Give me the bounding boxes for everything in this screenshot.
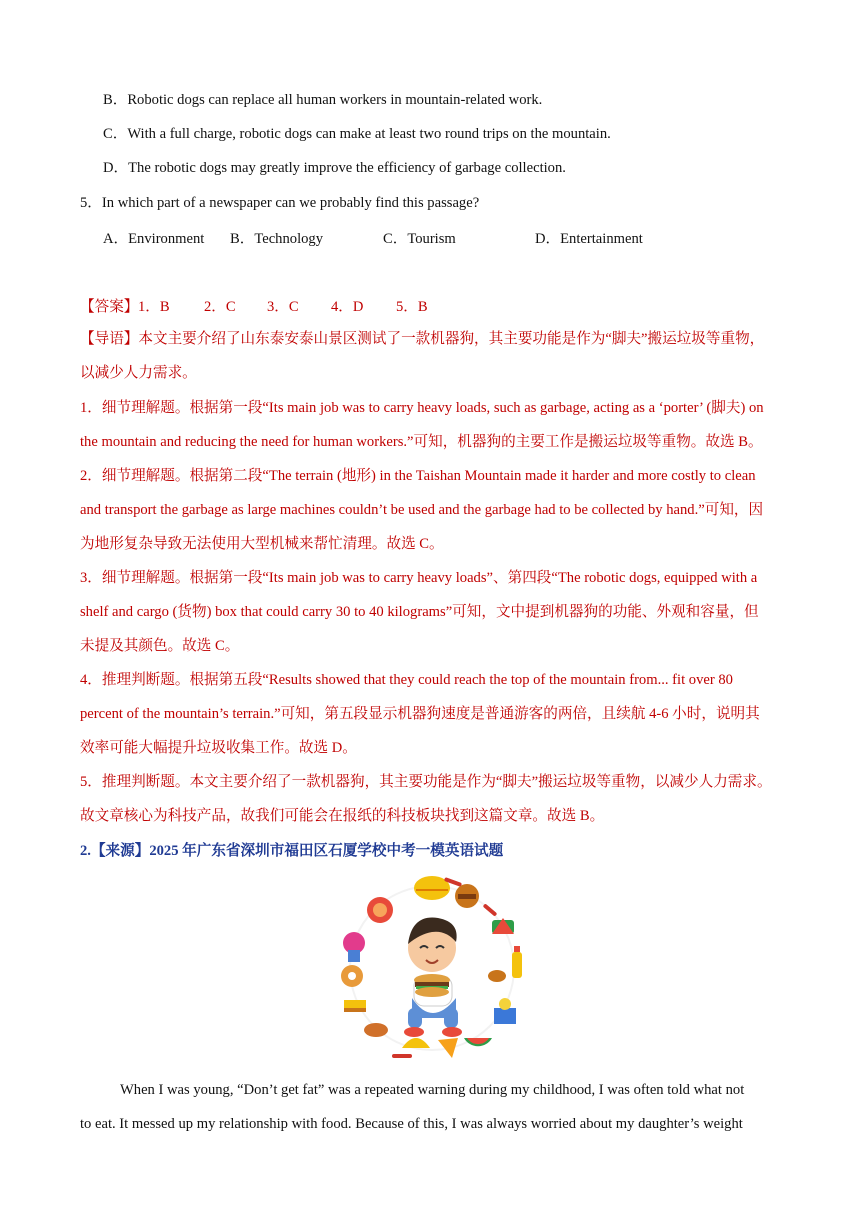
explanation-line: 1．细节理解题。根据第一段“Its main job was to carry heavy loads, such as garbage, acting as a ‘porter’ (脚夫) on <box>80 400 764 416</box>
explanation-line: 5．推理判断题。本文主要介绍了一款机器狗，其主要功能是作为“脚夫”搬运垃圾等重物，以减少人力需求。 <box>80 774 772 790</box>
source-heading: 2.【来源】2025 年广东省深圳市福田区石厦学校中考一模英语试题 <box>80 843 504 859</box>
explanation-line: the mountain and reducing the need for human workers.”可知，机器狗的主要工作是搬运垃圾等重物。故选 B。 <box>80 434 763 450</box>
explanation-line: 2．细节理解题。根据第二段“The terrain (地形) in the Taishan Mountain made it harder and more costly to clean <box>80 468 756 484</box>
q4-option-b: B．Robotic dogs can replace all human workers in mountain-related work. <box>103 92 543 108</box>
boy-eating-food-illustration <box>332 868 532 1068</box>
q4-option-c: C．With a full charge, robotic dogs can make at least two round trips on the mountain. <box>103 126 611 142</box>
answer-item: 3．C <box>267 299 299 315</box>
q5-choice-b: B．Technology <box>230 231 324 247</box>
passage-line: to eat. It messed up my relationship with food. Because of this, I was always worried about my daughter’s weight <box>80 1116 743 1132</box>
explanation-line: 效率可能大幅提升垃圾收集工作。故选 D。 <box>80 740 357 756</box>
q5-choice-a: A．Environment <box>103 231 205 247</box>
q4-option-d: D．The robotic dogs may greatly improve the efficiency of garbage collection. <box>103 160 566 176</box>
q5-choice-d: D．Entertainment <box>535 231 643 247</box>
q5-choice-c: C．Tourism <box>383 231 456 247</box>
guide-line: 以减少人力需求。 <box>80 365 197 381</box>
answer-label: 【答案】 <box>80 299 139 315</box>
explanation-line: percent of the mountain’s terrain.”可知，第五段显示机器狗速度是普通游客的两倍，且续航 4-6 小时，说明其 <box>80 706 760 722</box>
explanation-line: 故文章核心为科技产品，故我们可能会在报纸的科技板块找到这篇文章。故选 B。 <box>80 808 605 824</box>
answer-item: 1．B <box>138 299 170 315</box>
explanation-line: and transport the garbage as large machines couldn’t be used and the garbage had to be collected by hand.”可知，因 <box>80 502 764 518</box>
q5-stem: 5．In which part of a newspaper can we probably find this passage? <box>80 195 480 211</box>
guide-line: 【导语】本文主要介绍了山东泰安泰山景区测试了一款机器狗，其主要功能是作为“脚夫”搬运垃圾等重物， <box>80 331 765 347</box>
answer-item: 4．D <box>331 299 364 315</box>
answer-item: 2．C <box>204 299 236 315</box>
explanation-line: 为地形复杂导致无法使用大型机械来帮忙清理。故选 C。 <box>80 536 444 552</box>
explanation-line: 未提及其颜色。故选 C。 <box>80 638 240 654</box>
explanation-line: 4．推理判断题。根据第五段“Results showed that they could reach the top of the mountain from... fit over 80 <box>80 672 733 688</box>
explanation-line: 3．细节理解题。根据第一段“Its main job was to carry heavy loads”、第四段“The robotic dogs, equipped with a <box>80 570 758 586</box>
passage-line: When I was young, “Don’t get fat” was a repeated warning during my childhood, I was often told what not <box>120 1082 745 1098</box>
explanation-line: shelf and cargo (货物) box that could carry 30 to 40 kilograms”可知，文中提到机器狗的功能、外观和容量，但 <box>80 604 759 620</box>
boy-figure <box>404 918 462 1037</box>
answer-item: 5．B <box>396 299 428 315</box>
